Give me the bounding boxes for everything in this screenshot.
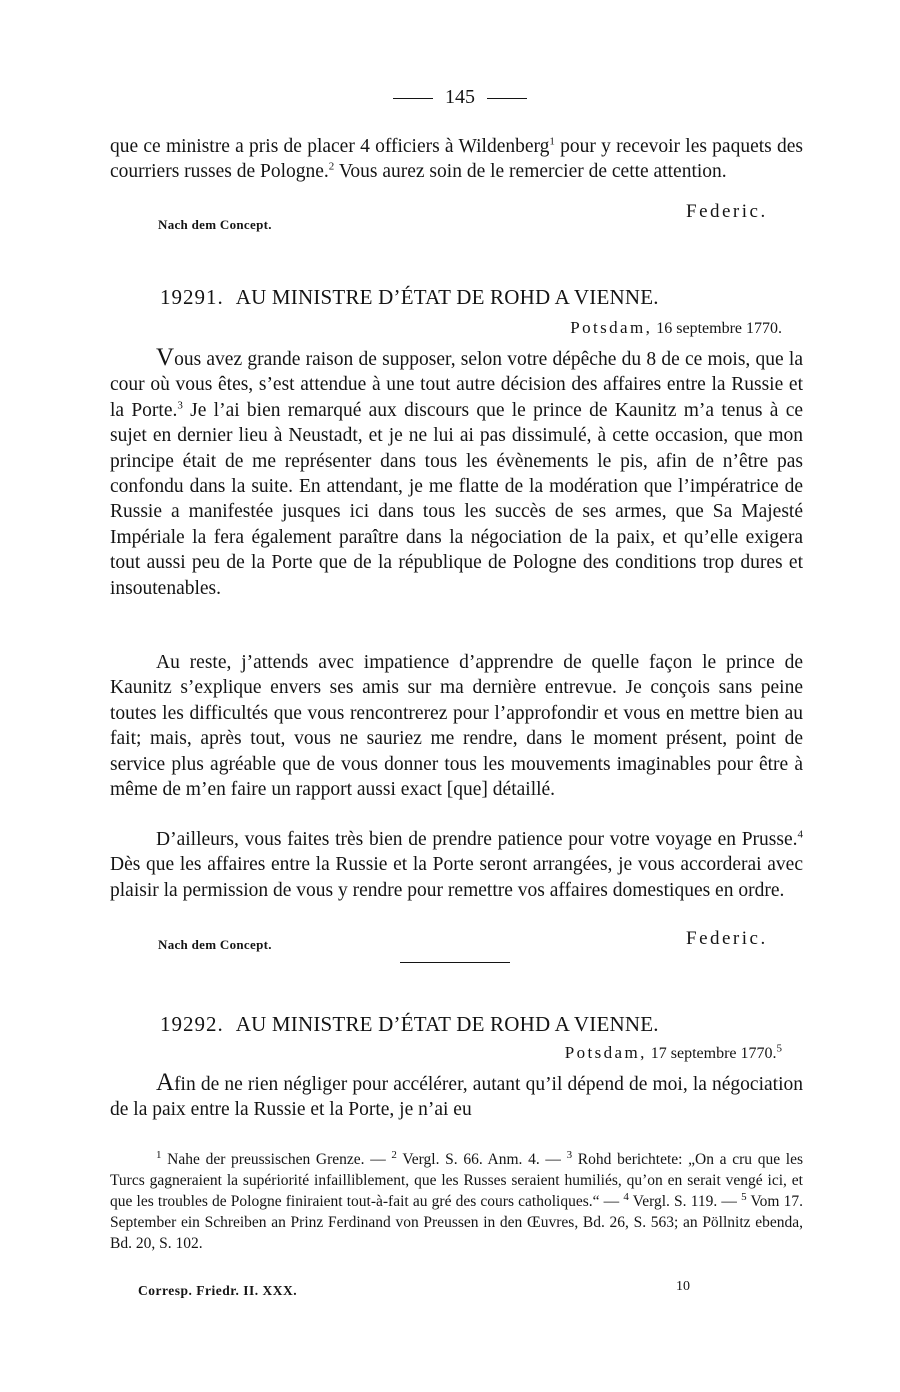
footnote-ref-3: 3 bbox=[177, 399, 183, 412]
section-divider bbox=[400, 962, 510, 963]
footnote-ref-1: 1 bbox=[549, 135, 555, 148]
dateline: Potsdam, 16 septembre 1770. bbox=[570, 318, 782, 337]
letter-paragraph: Afin de ne rien négliger pour accélérer, autant qu’il dépend de moi, la négociation de la paix entre la Russie et la Porte, je n’ai eu bbox=[110, 1069, 803, 1121]
footnote-ref-5: 5 bbox=[776, 1042, 782, 1055]
letter-number: 19292. bbox=[160, 1012, 224, 1036]
footnote-5: Vom 17. September ein Schreiben an Prinz Ferdinand von Preussen in den Œuvres, Bd. 26, S. 563; an Pöllnitz ebenda, Bd. 20, S. 102. bbox=[110, 1193, 803, 1252]
letter-title: AU MINISTRE D’ÉTAT DE ROHD A VIENNE. bbox=[235, 1012, 659, 1036]
source-note: Nach dem Concept. bbox=[158, 217, 272, 232]
letter-paragraph: Au reste, j’attends avec impatience d’apprendre de quelle façon le prince de Kaunitz s’explique envers ses amis sur ma dernière entrevue. Je conçois sans peine toutes les difficultés que vous rencontrerez pour l’approfondir et vous en mettre bien au fait; mais, après tout, vous ne sauriez me rendre, dans le moment présent, point de service plus agréable que de vous donner tous les mouvements imaginables pour être à même de m’en faire un rapport aussi exact [que] détaillé. bbox=[110, 652, 803, 801]
footnotes: $^1$ Nahe der preussischen Grenze. — $^2$ Vergl. S. 66. Anm. 4. — $^3$ Rohd berichtete: „On a cru que les Turcs gagneraient la supériorité infailliblement, que les Russes seraient humiliés, qu’on en serait vengé ici, et que les troubles de Pologne finiraient tout-à-fait au gré des cours catholiques.“ — $^4$ Vergl. S. 119. — $^5$ Vom 17. September ein Schreiben an Prinz Ferdinand von Preussen in den Œuvres, Bd. 26, S. 563; an Pöllnitz ebenda, Bd. 20, S. 102. bbox=[110, 1148, 803, 1252]
signature: Federic. bbox=[686, 928, 768, 949]
letter-heading bbox=[160, 285, 800, 310]
dateline: Potsdam, 17 septembre 1770.$^5$ bbox=[564, 1042, 782, 1062]
letter-heading bbox=[160, 1012, 800, 1037]
footnote-ref-4: 4 bbox=[797, 828, 803, 841]
page-number-right-rule bbox=[487, 98, 527, 99]
letter-paragraph: D’ailleurs, vous faites très bien de prendre patience pour votre voyage en Prusse.$^4$ Dès que les affaires entre la Russie et la Porte seront arrangées, je vous accorderai avec plaisir la permission de vous y rendre pour remettre vos affaires domestiques en ordre. bbox=[110, 828, 803, 901]
source-note: Nach dem Concept. bbox=[158, 937, 272, 952]
footnote-ref-2: 2 bbox=[328, 160, 335, 173]
footnote-1: Nahe der preussischen Grenze. — bbox=[161, 1151, 392, 1168]
letter-paragraph: Vous avez grande raison de supposer, selon votre dépêche du 8 de ce mois, que la cour où vous êtes, s’est attendue à une tout autre décision des affaires entre la Russie et la Porte.$^3$ Je l’ai bien remarqué aux discours que le prince de Kaunitz m’a tenus à ce sujet en dernier lieu à Neustadt, et je ne lui ai pas dissimulé, à cette occasion, que mon principe était de me représenter dans tous les évènements le pis, afin de n’être pas confondu dans la suite. En attendant, je me flatte de la modération que l’impératrice de Russie a manifestée jusques ici dans tous les succès de ses armes, que Sa Majesté Impériale la fera également paraître dans la négociation de la paix, et qu’elle exigera tout aussi peu de la Porte que de la république de Pologne des conditions trop dures et insoutenables. bbox=[110, 344, 803, 599]
letter-title: AU MINISTRE D’ÉTAT DE ROHD A VIENNE. bbox=[235, 285, 659, 309]
footnote-2: Vergl. S. 66. Anm. 4. — bbox=[396, 1151, 567, 1168]
page-number-left-rule bbox=[393, 98, 433, 99]
page-number: 145 bbox=[380, 86, 540, 109]
letter-number: 19291. bbox=[160, 285, 224, 309]
signature: Federic. bbox=[686, 201, 768, 222]
footnote-3: Rohd berichtete: „On a cru que les Turcs gagneraient la supériorité infailliblement, que les Russes seraient humiliés, qu’on en serait vengé ici, et que les troubles de Pologne finiraient tout-à-fait au gré des cours catholiques.“ — bbox=[110, 1151, 803, 1210]
continuation-paragraph: que ce ministre a pris de placer 4 officiers à Wildenberg$^1$ pour y recevoir les paquets des courriers russes de Pologne.$^2$ Vous aurez soin de le remercier de cette attention. bbox=[110, 135, 803, 183]
sheet-number: 10 bbox=[676, 1279, 690, 1294]
footnote-4: Vergl. S. 119. — bbox=[628, 1193, 742, 1210]
collection-signature: Corresp. Friedr. II. XXX. bbox=[138, 1283, 298, 1298]
